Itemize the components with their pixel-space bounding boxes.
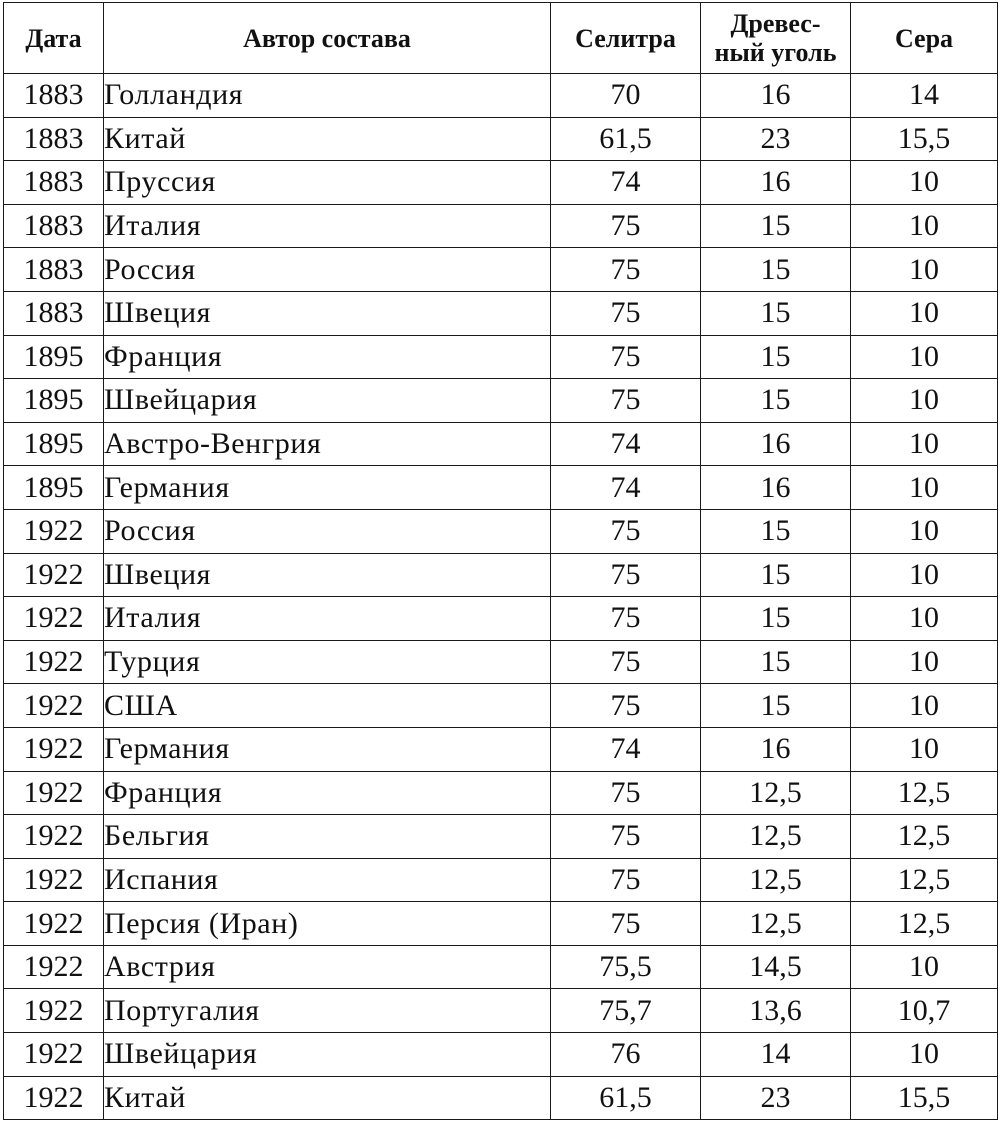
cell-sulfur: 12,5: [851, 902, 998, 946]
cell-author: США: [104, 684, 551, 728]
cell-author: Германия: [104, 466, 551, 510]
cell-author: Испания: [104, 858, 551, 902]
cell-sulfur: 10: [851, 335, 998, 379]
cell-sulfur: 15,5: [851, 117, 998, 161]
cell-sulfur: 10: [851, 597, 998, 641]
cell-saltpeter: 75: [551, 335, 701, 379]
cell-sulfur: 10: [851, 509, 998, 553]
cell-year: 1883: [4, 248, 104, 292]
cell-author: Пруссия: [104, 161, 551, 205]
cell-sulfur: 12,5: [851, 858, 998, 902]
cell-sulfur: 10: [851, 248, 998, 292]
cell-year: 1922: [4, 553, 104, 597]
cell-charcoal: 16: [701, 161, 851, 205]
cell-author: Россия: [104, 509, 551, 553]
cell-sulfur: 12,5: [851, 771, 998, 815]
cell-author: Бельгия: [104, 815, 551, 859]
cell-year: 1895: [4, 379, 104, 423]
cell-author: Китай: [104, 1076, 551, 1120]
table-row: [4, 945, 998, 989]
cell-charcoal: 16: [701, 466, 851, 510]
cell-author: Швеция: [104, 291, 551, 335]
header-row: [4, 3, 998, 74]
cell-saltpeter: 61,5: [551, 117, 701, 161]
cell-sulfur: 10: [851, 640, 998, 684]
table-row: [4, 161, 998, 205]
cell-saltpeter: 74: [551, 161, 701, 205]
table-row: [4, 1076, 998, 1120]
cell-year: 1922: [4, 1033, 104, 1077]
cell-saltpeter: 74: [551, 727, 701, 771]
cell-year: 1922: [4, 989, 104, 1033]
cell-sulfur: 14: [851, 74, 998, 118]
cell-sulfur: 10: [851, 379, 998, 423]
cell-author: Китай: [104, 117, 551, 161]
table-row: [4, 858, 998, 902]
cell-sulfur: 10: [851, 945, 998, 989]
table-row: [4, 771, 998, 815]
cell-author: Турция: [104, 640, 551, 684]
table-row: [4, 553, 998, 597]
table-row: [4, 815, 998, 859]
cell-charcoal: 16: [701, 74, 851, 118]
header-saltpeter: Селитра: [551, 3, 701, 74]
table-row: [4, 509, 998, 553]
cell-saltpeter: 75: [551, 815, 701, 859]
table-row: [4, 597, 998, 641]
cell-author: Австрия: [104, 945, 551, 989]
cell-author: Франция: [104, 335, 551, 379]
cell-saltpeter: 75: [551, 597, 701, 641]
cell-author: Персия (Иран): [104, 902, 551, 946]
table-row: [4, 335, 998, 379]
cell-sulfur: 15,5: [851, 1076, 998, 1120]
cell-sulfur: 10,7: [851, 989, 998, 1033]
cell-charcoal: 13,6: [701, 989, 851, 1033]
cell-year: 1922: [4, 1076, 104, 1120]
table-row: [4, 684, 998, 728]
cell-charcoal: 23: [701, 117, 851, 161]
cell-author: Италия: [104, 204, 551, 248]
cell-saltpeter: 75: [551, 204, 701, 248]
cell-author: Франция: [104, 771, 551, 815]
cell-charcoal: 23: [701, 1076, 851, 1120]
cell-sulfur: 10: [851, 684, 998, 728]
cell-charcoal: 14,5: [701, 945, 851, 989]
cell-year: 1883: [4, 204, 104, 248]
table-row: [4, 117, 998, 161]
cell-charcoal: 15: [701, 204, 851, 248]
cell-saltpeter: 61,5: [551, 1076, 701, 1120]
cell-year: 1922: [4, 945, 104, 989]
cell-saltpeter: 75: [551, 902, 701, 946]
cell-year: 1895: [4, 466, 104, 510]
cell-year: 1883: [4, 161, 104, 205]
cell-saltpeter: 75: [551, 379, 701, 423]
cell-sulfur: 10: [851, 161, 998, 205]
cell-year: 1922: [4, 640, 104, 684]
cell-charcoal: 12,5: [701, 771, 851, 815]
table-row: [4, 466, 998, 510]
table-body: [4, 74, 998, 1120]
cell-charcoal: 15: [701, 553, 851, 597]
cell-year: 1895: [4, 422, 104, 466]
cell-author: Швейцария: [104, 379, 551, 423]
header-charcoal-line2: ный уголь: [714, 38, 837, 67]
cell-charcoal: 15: [701, 684, 851, 728]
table-row: [4, 1033, 998, 1077]
cell-charcoal: 12,5: [701, 902, 851, 946]
cell-year: 1922: [4, 597, 104, 641]
table-row: [4, 422, 998, 466]
cell-charcoal: 15: [701, 379, 851, 423]
cell-saltpeter: 70: [551, 74, 701, 118]
cell-saltpeter: 75: [551, 858, 701, 902]
cell-year: 1922: [4, 902, 104, 946]
cell-saltpeter: 75: [551, 684, 701, 728]
gunpowder-composition-table: [3, 2, 998, 1120]
cell-charcoal: 15: [701, 597, 851, 641]
table-row: [4, 902, 998, 946]
cell-year: 1922: [4, 727, 104, 771]
header-charcoal: [701, 3, 851, 74]
cell-charcoal: 15: [701, 291, 851, 335]
cell-author: Россия: [104, 248, 551, 292]
cell-saltpeter: 74: [551, 422, 701, 466]
cell-author: Италия: [104, 597, 551, 641]
header-author: Автор состава: [104, 3, 551, 74]
cell-charcoal: 15: [701, 509, 851, 553]
header-date: Дата: [4, 3, 104, 74]
cell-author: Швеция: [104, 553, 551, 597]
cell-charcoal: 15: [701, 640, 851, 684]
cell-charcoal: 16: [701, 727, 851, 771]
cell-saltpeter: 75: [551, 771, 701, 815]
cell-author: Голландия: [104, 74, 551, 118]
cell-charcoal: 12,5: [701, 815, 851, 859]
table-row: [4, 248, 998, 292]
cell-charcoal: 15: [701, 248, 851, 292]
cell-year: 1883: [4, 117, 104, 161]
cell-year: 1922: [4, 684, 104, 728]
cell-sulfur: 12,5: [851, 815, 998, 859]
cell-year: 1922: [4, 509, 104, 553]
cell-sulfur: 10: [851, 727, 998, 771]
cell-saltpeter: 75: [551, 291, 701, 335]
table-row: [4, 727, 998, 771]
cell-author: Швейцария: [104, 1033, 551, 1077]
table-row: [4, 640, 998, 684]
cell-charcoal: 15: [701, 335, 851, 379]
cell-saltpeter: 76: [551, 1033, 701, 1077]
cell-sulfur: 10: [851, 204, 998, 248]
cell-saltpeter: 75,7: [551, 989, 701, 1033]
cell-saltpeter: 75,5: [551, 945, 701, 989]
table-row: [4, 379, 998, 423]
table-row: [4, 291, 998, 335]
cell-saltpeter: 75: [551, 509, 701, 553]
cell-year: 1922: [4, 771, 104, 815]
cell-year: 1883: [4, 291, 104, 335]
cell-charcoal: 12,5: [701, 858, 851, 902]
table-row: [4, 989, 998, 1033]
cell-year: 1922: [4, 815, 104, 859]
cell-sulfur: 10: [851, 553, 998, 597]
cell-saltpeter: 75: [551, 640, 701, 684]
cell-year: 1895: [4, 335, 104, 379]
cell-author: Германия: [104, 727, 551, 771]
cell-charcoal: 14: [701, 1033, 851, 1077]
header-charcoal-line1: Древес-: [730, 9, 821, 38]
cell-sulfur: 10: [851, 422, 998, 466]
table-row: [4, 204, 998, 248]
cell-sulfur: 10: [851, 291, 998, 335]
cell-sulfur: 10: [851, 1033, 998, 1077]
cell-author: Австро-Венгрия: [104, 422, 551, 466]
cell-charcoal: 16: [701, 422, 851, 466]
header-sulfur: Сера: [851, 3, 998, 74]
cell-author: Португалия: [104, 989, 551, 1033]
cell-saltpeter: 75: [551, 553, 701, 597]
cell-saltpeter: 75: [551, 248, 701, 292]
cell-sulfur: 10: [851, 466, 998, 510]
cell-saltpeter: 74: [551, 466, 701, 510]
table-row: [4, 74, 998, 118]
cell-year: 1922: [4, 858, 104, 902]
cell-year: 1883: [4, 74, 104, 118]
